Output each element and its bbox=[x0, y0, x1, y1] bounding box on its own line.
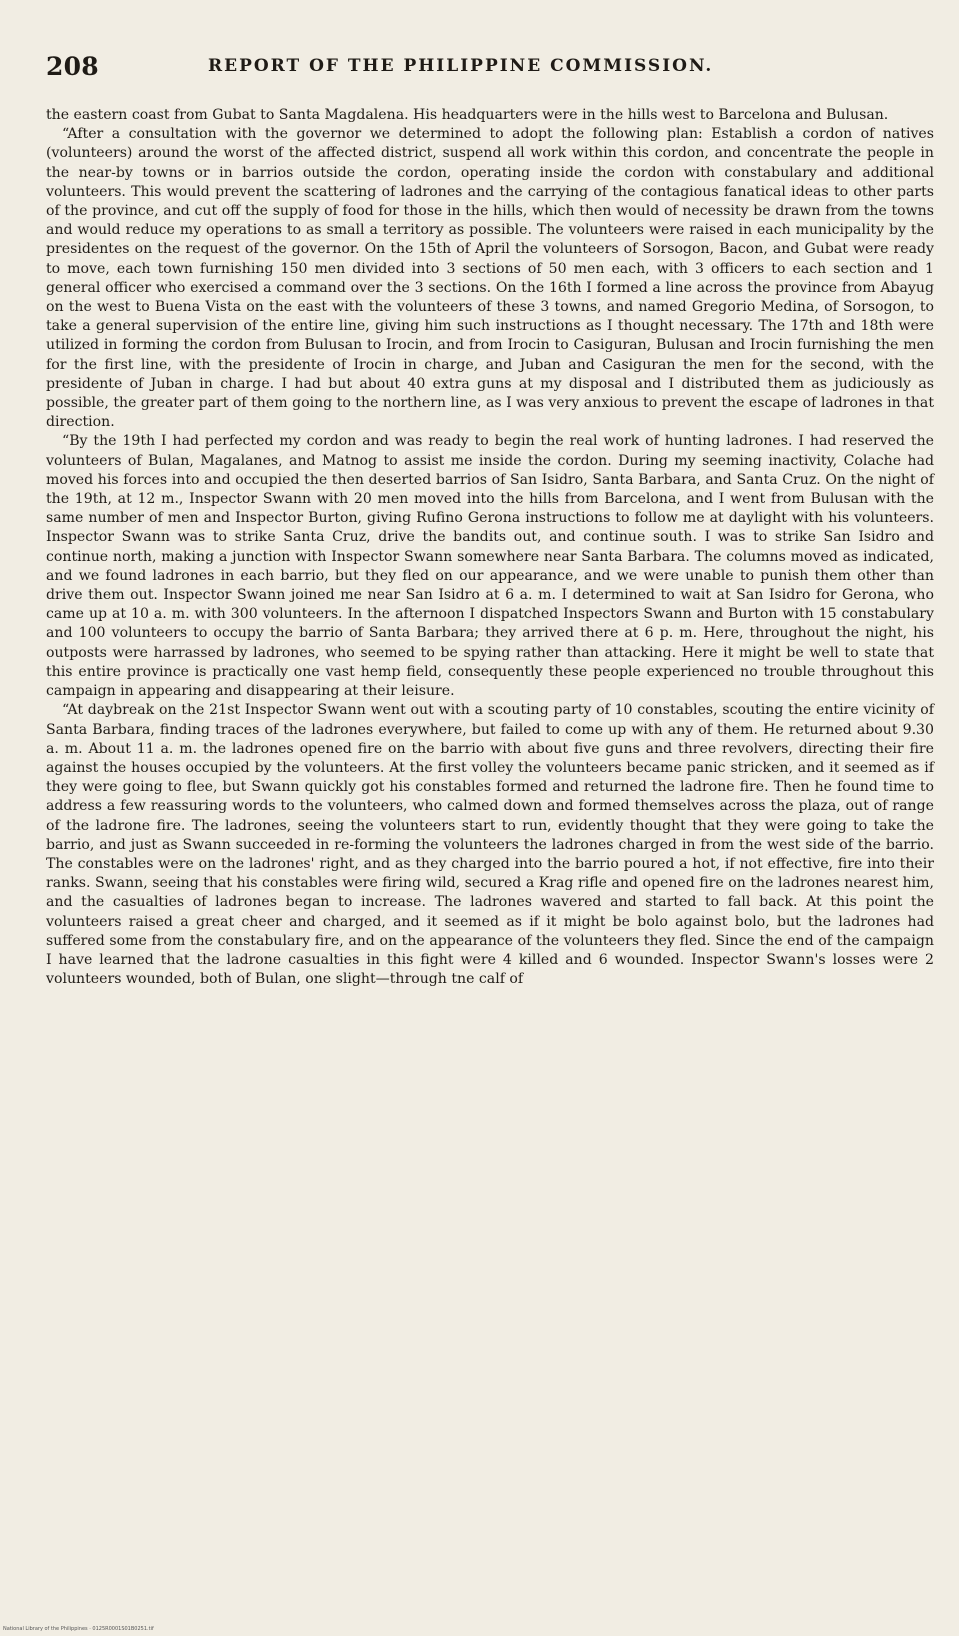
paragraph-2: “After a consultation with the governor we determined to adopt the following plan: Establish a cordon of natives (volunteers) around the worst of the affected district, suspend all work within this cordon, and concentrate the people in the near-by towns or in barrios outside the cordon, operating inside the cordon with constabulary and additional volunteers. This would prevent the scattering of ladrones and the carrying of the contagious fanatical ideas to other parts of the province, and cut off the supply of food for those in the hills, which then would of necessity be drawn from the towns and would reduce my operations to as small a territory as possible. The volunteers were raised in each municipality by the presidentes on the request of the governor. On the 15th of April the volunteers of Sorsogon, Bacon, and Gubat were ready to move, each town furnishing 150 men divided into 3 sections of 50 men each, with 3 officers to each section and 1 general officer who exercised a command over the 3 sections. On the 16th I formed a line across the province from Abayug on the west to Buena Vista on the east with the volunteers of these 3 towns, and named Gregorio Medina, of Sorsogon, to take a general supervision of the entire line, giving him such instructions as I thought necessary. The 17th and 18th were utilized in forming the cordon from Bulusan to Irocin, and from Irocin to Casiguran, Bulusan and Irocin furnishing the men for the first line, with the presidente of Irocin in charge, and Juban and Casiguran the men for the second, with the presidente of Juban in charge. I had but about 40 extra guns at my disposal and I distributed them as judiciously as possible, the greater part of them going to the northern line, as I was very anxious to prevent the escape of ladrones in that direction. bbox=[46, 126, 934, 431]
paragraph-1: the eastern coast from Gubat to Santa Magdalena. His headquarters were in the hills west to Barcelona and Bulusan. bbox=[46, 107, 889, 123]
page-number: 208 bbox=[46, 52, 99, 81]
body-text bbox=[46, 106, 934, 989]
paragraph-3: “By the 19th I had perfected my cordon and was ready to begin the real work of hunting ladrones. I had reserved the volunteers of Bulan, Magalanes, and Matnog to assist me inside the cordon. During my seeming inactivity, Colache had moved his forces into and occupied the then deserted barrios of San Isidro, Santa Barbara, and Santa Cruz. On the night of the 19th, at 12 m., Inspector Swann with 20 men moved into the hills from Barcelona, and I went from Bulusan with the same number of men and Inspector Burton, giving Rufino Gerona instructions to follow me at daylight with his volunteers. Inspector Swann was to strike Santa Cruz, drive the bandits out, and continue south. I was to strike San Isidro and continue north, making a junction with Inspector Swann somewhere near Santa Barbara. The columns moved as indicated, and we found ladrones in each barrio, but they fled on our appearance, and we were unable to punish them other than drive them out. Inspector Swann joined me near San Isidro at 6 a. m. I determined to wait at San Isidro for Gerona, who came up at 10 a. m. with 300 volunteers. In the afternoon I dispatched Inspectors Swann and Burton with 15 constabulary and 100 volunteers to occupy the barrio of Santa Barbara; they arrived there at 6 p. m. Here, throughout the night, his outposts were harrassed by ladrones, who seemed to be spying rather than attacking. Here it might be well to state that this entire province is practically one vast hemp field, consequently these people experienced no trouble throughout this campaign in appearing and disappearing at their leisure. bbox=[46, 433, 934, 700]
document-page bbox=[46, 52, 934, 1612]
paragraph-4: “At daybreak on the 21st Inspector Swann went out with a scouting party of 10 constables, scouting the entire vicinity of Santa Barbara, finding traces of the ladrones everywhere, but failed to come up with any of them. He returned about 9.30 a. m. About 11 a. m. the ladrones opened fire on the barrio with about five guns and three revolvers, directing their fire against the houses occupied by the volunteers. At the first volley the volunteers became panic stricken, and it seemed as if they were going to flee, but Swann quickly got his constables formed and returned the ladrone fire. Then he found time to address a few reassuring words to the volunteers, who calmed down and formed themselves across the plaza, out of range of the ladrone fire. The ladrones, seeing the volunteers start to run, evidently thought that they were going to take the barrio, and just as Swann succeeded in re-forming the volunteers the ladrones charged in from the west side of the barrio. The constables were on the ladrones' right, and as they charged into the barrio poured a hot, if not effective, fire into their ranks. Swann, seeing that his constables were firing wild, secured a Krag rifle and opened fire on the ladrones nearest him, and the casualties of ladrones began to increase. The ladrones wavered and started to fall back. At this point the volunteers raised a great cheer and charged, and it seemed as if it might be bolo against bolo, but the ladrones had suffered some from the constabulary fire, and on the appearance of the volunteers they fled. Since the end of the campaign I have learned that the ladrone casualties in this fight were 4 killed and 6 wounded. Inspector Swann's losses were 2 volunteers wounded, both of Bulan, one slight—through tne calf of bbox=[46, 702, 934, 988]
scan-footer: National Library of the Philippines · 0125R0001S01B0251.tif bbox=[3, 1626, 154, 1632]
running-head: REPORT OF THE PHILIPPINE COMMISSION. bbox=[208, 56, 714, 76]
page-header bbox=[46, 52, 934, 86]
